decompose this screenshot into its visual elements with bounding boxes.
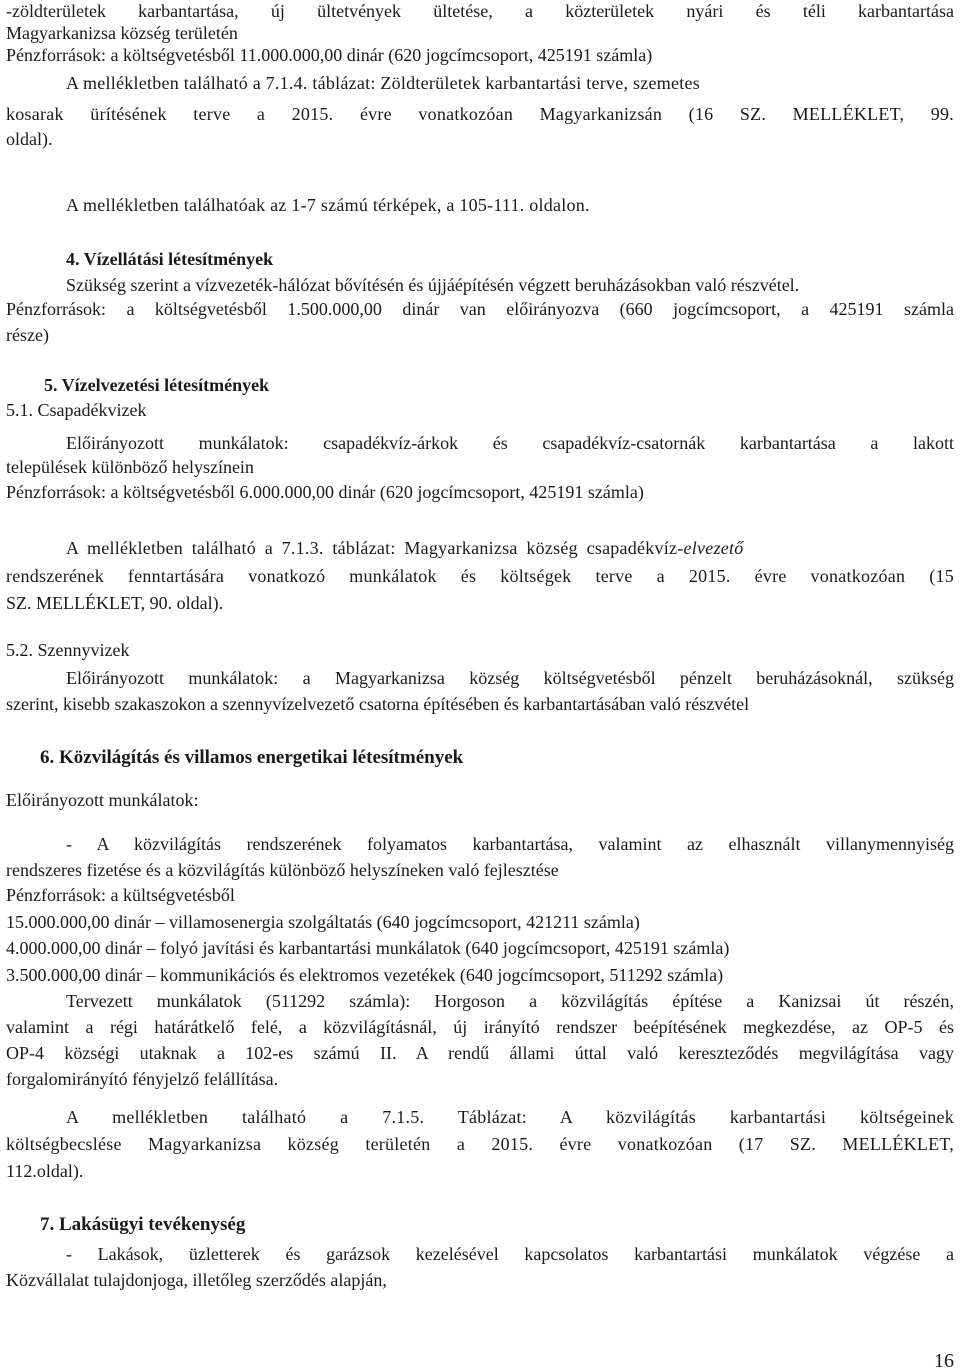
text-line: Pénzforrások: a költségvetésből 1.500.000,00 dinár van előirányozva (660 jogcímcsoport, a 425191 számla [6, 299, 954, 319]
text-line: forgalomirányító fényjelző felállítása. [6, 1069, 279, 1089]
text-line: 3.500.000,00 dinár – kommunikációs és elektromos vezetékek (640 jogcímcsoport, 511292 számla) [6, 965, 724, 985]
text-line: oldal). [6, 129, 53, 149]
text-line: 112.oldal). [6, 1161, 84, 1181]
text-line: - Lakások, üzletterek és garázsok kezelésével kapcsolatos karbantartási munkálatok végzése a [66, 1244, 954, 1264]
text-line: 15.000.000,00 dinár – villamosenergia szolgáltatás (640 jogcímcsoport, 421211 számla) [6, 912, 640, 932]
text-line: Közvállalat tulajdonjoga, illetőleg szerződés alapján, [6, 1270, 387, 1290]
text-line: A mellékletben található a 7.1.5. Táblázat: A közvilágítás karbantartási költségeinek [66, 1107, 954, 1127]
text-line: - A közvilágítás rendszerének folyamatos karbantartása, valamint az elhasznált villanymennyiség [66, 834, 954, 854]
text-line: költségbecslése Magyarkanizsa község területén a 2015. évre vonatkozóan (17 SZ. MELLÉKLET, [6, 1134, 954, 1154]
subsection-heading: 5.2. Szennyvizek [6, 640, 130, 660]
text-line: SZ. MELLÉKLET, 90. oldal). [6, 593, 224, 613]
text-line: Magyarkanizsa község területén [6, 23, 238, 43]
text-line: Előirányozott munkálatok: a Magyarkanizsa község költségvetésből pénzelt beruházásoknál, szükség [66, 668, 954, 688]
section-heading: 4. Vízellátási létesítmények [66, 249, 274, 269]
text-line: kosarak ürítésének terve a 2015. évre vonatkozóan Magyarkanizsán (16 SZ. MELLÉKLET, 99. [6, 104, 954, 124]
text-line: Pénzforrások: a költségvetésből 6.000.000,00 dinár (620 jogcímcsoport, 425191 számla) [6, 482, 644, 502]
section-heading: 7. Lakásügyi tevékenység [40, 1214, 246, 1235]
page-number: 16 [934, 1350, 954, 1372]
text-line: Előirányozott munkálatok: [6, 790, 199, 810]
subsection-heading: 5.1. Csapadékvizek [6, 400, 147, 420]
text-run: A mellékletben található a 7.1.3. táblázat: Magyarkanizsa község csapadékvíz- [66, 538, 684, 558]
text-line: A mellékletben található a 7.1.4. táblázat: Zöldterületek karbantartási terve, szemetes [66, 73, 700, 93]
text-line: -zöldterületek karbantartása, új ültetvények ültetése, a közterületek nyári és téli karbantartása [6, 1, 954, 21]
section-heading: 6. Közvilágítás és villamos energetikai létesítmények [40, 747, 464, 768]
text-line: valamint a régi határátkelő felé, a közvilágításnál, új irányító rendszer beépítésének megkezdése, az OP-5 és [6, 1017, 954, 1037]
text-line: 4.000.000,00 dinár – folyó javítási és karbantartási munkálatok (640 jogcímcsoport, 425191 számla) [6, 938, 730, 958]
italic-run: elvezető [683, 538, 744, 558]
text-line: Szükség szerint a vízvezeték-hálózat bővítésén és újjáépítésén végzett beruházásokban való részvétel. [66, 275, 800, 295]
text-line [66, 537, 954, 559]
text-line: Pénzforrások: a kültségvetésből [6, 885, 235, 905]
text-line: OP-4 községi utaknak a 102-es számú II. A rendű állami úttal való kereszteződés megvilágítása vagy [6, 1043, 954, 1063]
text-line: szerint, kisebb szakaszokon a szennyvízelvezető csatorna építésében és karbantartásában való részvétel [6, 694, 750, 714]
text-line: része) [6, 325, 49, 345]
text-line: rendszerének fenntartására vonatkozó munkálatok és költségek terve a 2015. évre vonatkozóan (15 [6, 566, 954, 586]
text-line: rendszeres fizetése és a közvilágítás különböző helyszíneken való fejlesztése [6, 860, 559, 880]
text-line: Tervezett munkálatok (511292 számla): Horgoson a közvilágítás építése a Kanizsai út részén, [66, 991, 954, 1011]
text-line: Pénzforrások: a költségvetésből 11.000.000,00 dinár (620 jogcímcsoport, 425191 számla) [6, 45, 653, 65]
text-line: Előirányozott munkálatok: csapadékvíz-árkok és csapadékvíz-csatornák karbantartása a lakott [66, 433, 954, 453]
text-line: A mellékletben találhatóak az 1-7 számú térképek, a 105-111. oldalon. [66, 195, 590, 215]
text-line: települések különböző helyszínein [6, 457, 254, 477]
section-heading: 5. Vízelvezetési létesítmények [44, 375, 270, 395]
